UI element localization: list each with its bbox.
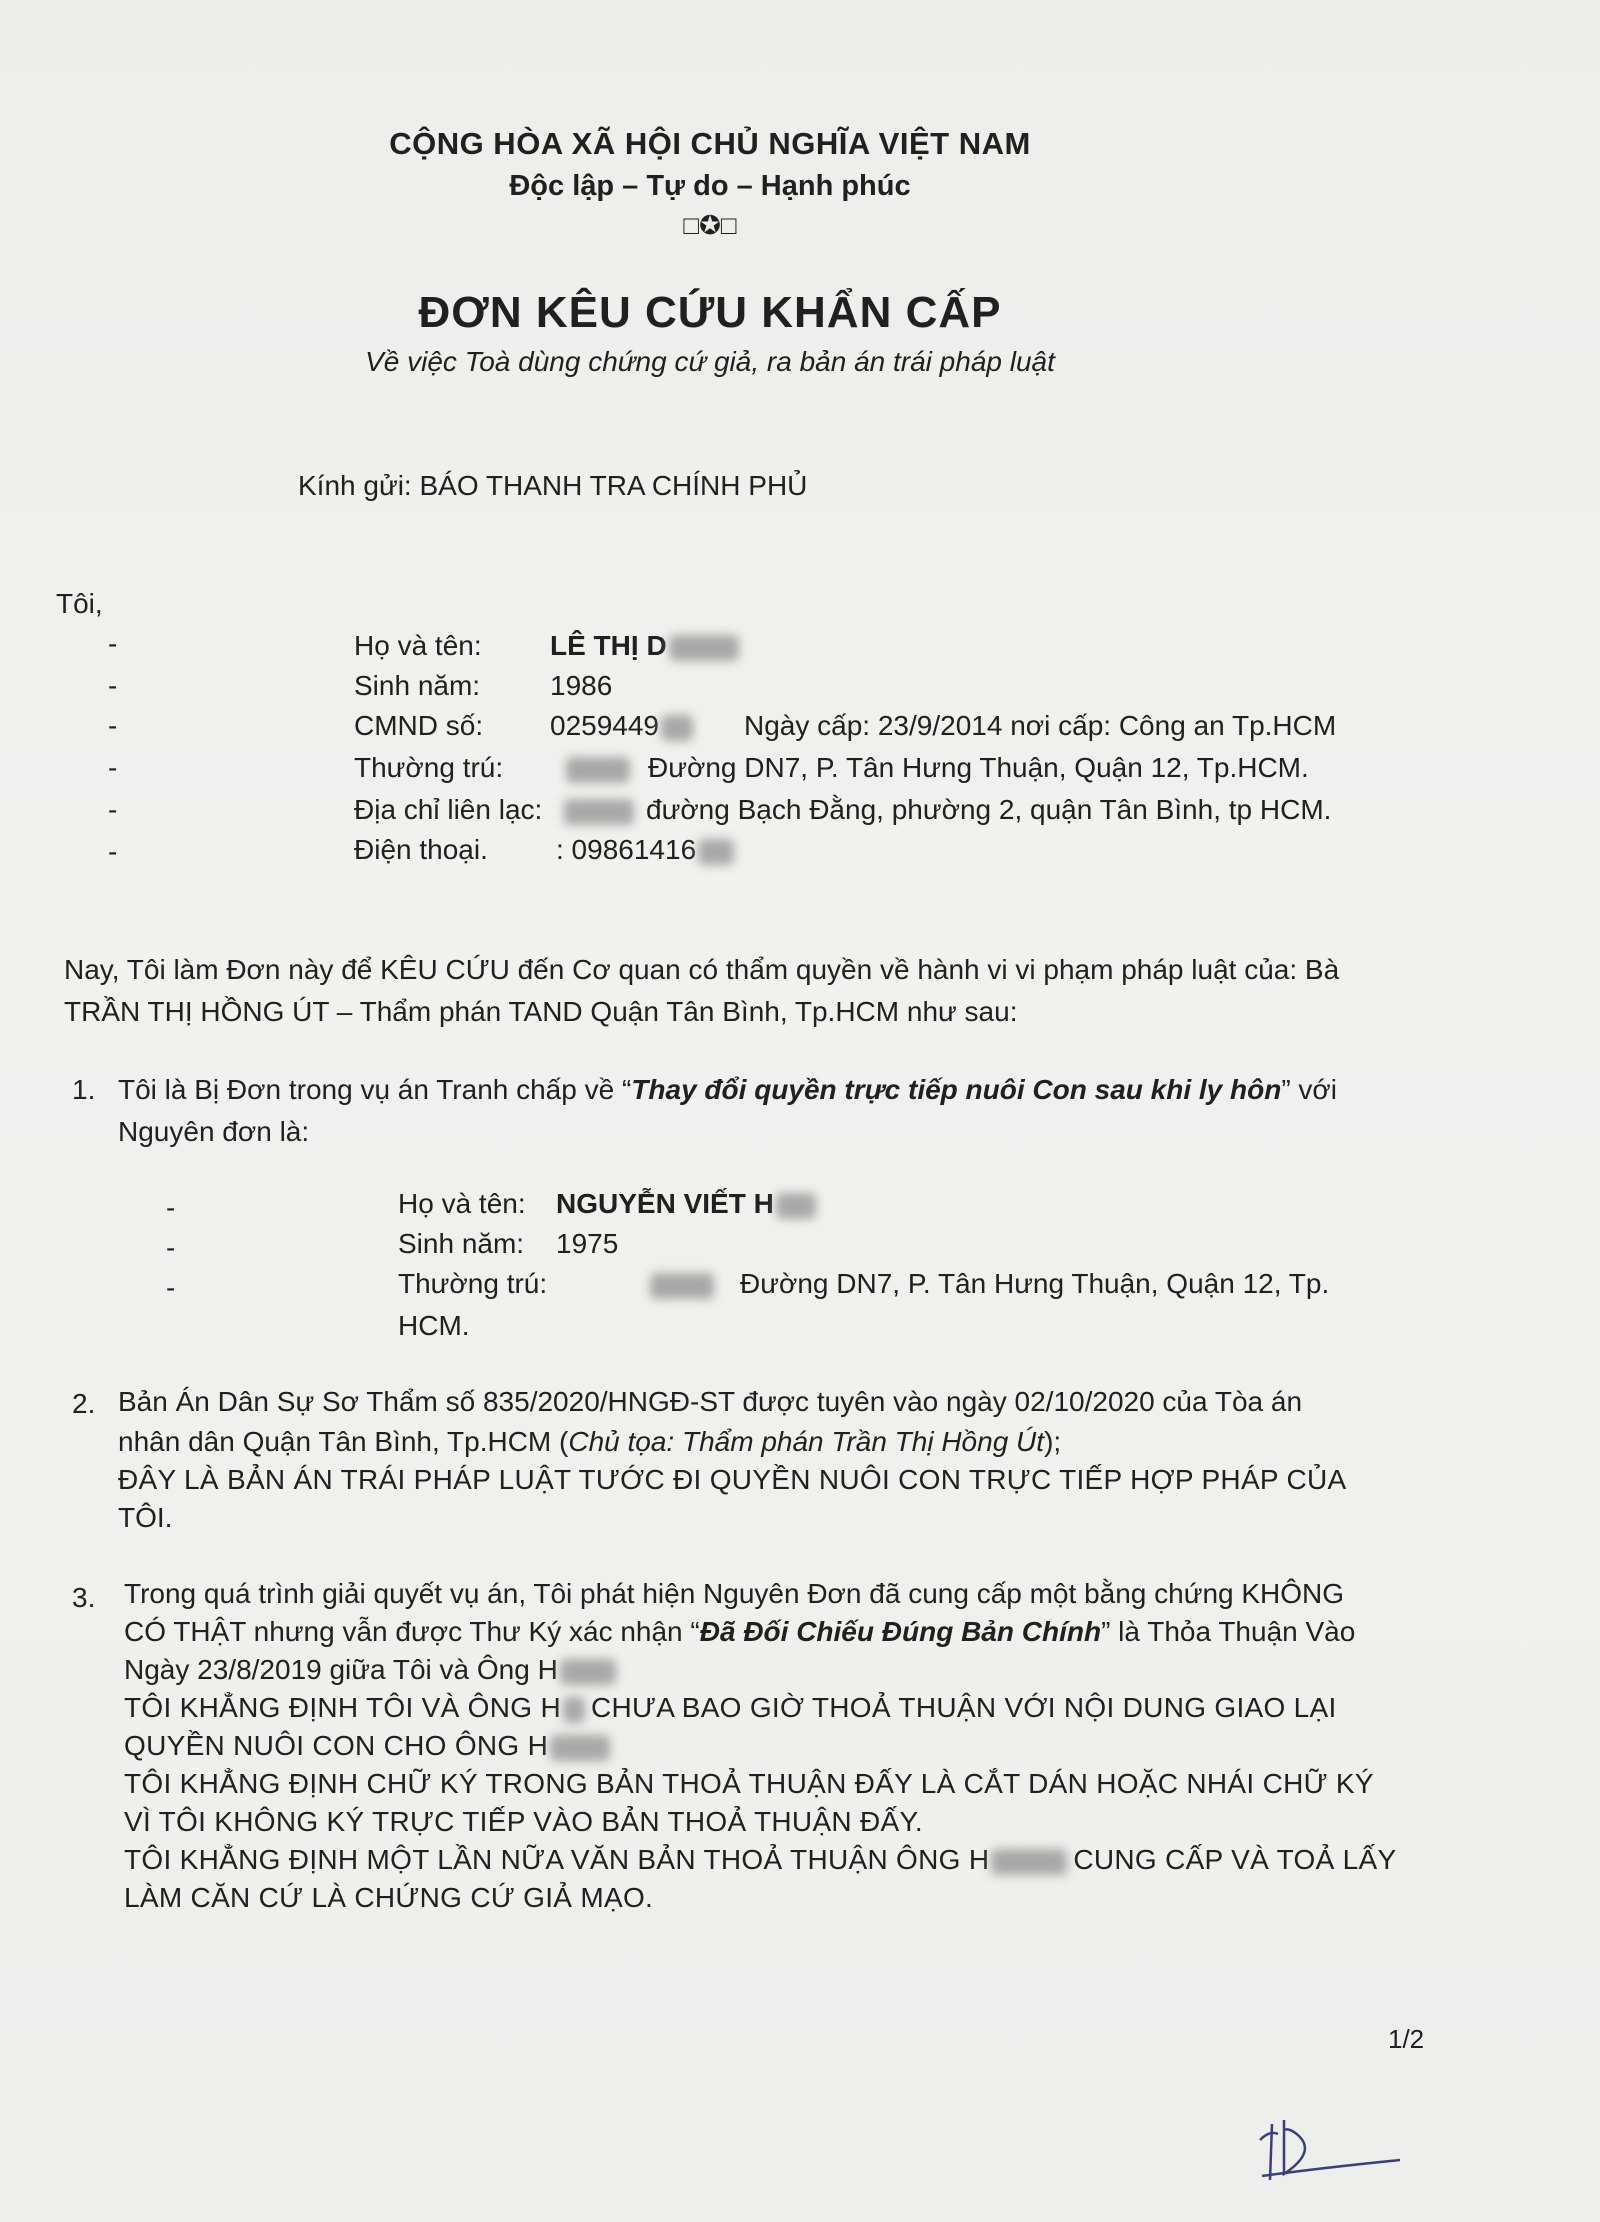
plaintiff-name-label: Họ và tên: [398,1188,526,1219]
dash: - [166,1232,176,1263]
dash: - [166,1272,176,1303]
dash: - [108,794,118,825]
dash: - [108,710,118,741]
item-2-number: 2. [72,1388,96,1419]
applicant-residence-label: Thường trú: [354,752,504,783]
item-2-line-2: nhân dân Quận Tân Bình, Tp.HCM (Chủ tọa: Thẩm phán Trần Thị Hồng Út); [118,1426,1062,1457]
dash: - [108,836,118,867]
applicant-contact-value: đường Bạch Đằng, phường 2, quận Tân Bình, tp HCM. [564,790,1331,830]
national-motto: Độc lập – Tự do – Hạnh phúc [509,170,911,202]
item-1-number: 1. [72,1074,96,1105]
applicant-name-value: LÊ THỊ D [550,626,739,666]
applicant-id-issue: Ngày cấp: 23/9/2014 nơi cấp: Công an Tp.HCM [744,710,1337,741]
applicant-id-label: CMND số: [354,710,484,741]
document-subtitle: Về việc Toà dùng chứng cứ giả, ra bản án trái pháp luật [365,346,1055,377]
ornament: □✪□ [683,210,737,240]
applicant-name-label: Họ và tên: [354,630,482,661]
national-title: CỘNG HÒA XÃ HỘI CHỦ NGHĨA VIỆT NAM [389,126,1031,161]
item-1-line-1: Tôi là Bị Đơn trong vụ án Tranh chấp về “Thay đổi quyền trực tiếp nuôi Con sau khi ly hôn” với [118,1074,1338,1105]
plaintiff-birth-label: Sinh năm: [398,1228,525,1259]
applicant-birth-value: 1986 [550,670,613,701]
applicant-phone-value: : 09861416 [556,830,734,870]
plaintiff-residence-value: Đường DN7, P. Tân Hưng Thuận, Quận 12, Tp. [650,1264,1329,1304]
applicant-residence-value: Đường DN7, P. Tân Hưng Thuận, Quận 12, Tp.HCM. [566,748,1309,788]
signature-image [1250,2110,1410,2195]
dash: - [166,1192,176,1223]
page-number: 1/2 [1388,2024,1425,2054]
plaintiff-birth-value: 1975 [556,1228,619,1259]
item-3-line-5: QUYỀN NUÔI CON CHO ÔNG H [124,1726,610,1766]
dash: - [108,628,118,659]
dash: - [108,670,118,701]
dash: - [108,752,118,783]
item-2-line-3: ĐÂY LÀ BẢN ÁN TRÁI PHÁP LUẬT TƯỚC ĐI QUYỀN NUÔI CON TRỰC TIẾP HỢP PHÁP CỦA [118,1464,1347,1495]
item-3-line-8: TÔI KHẲNG ĐỊNH MỘT LẦN NỮA VĂN BẢN THOẢ THUẬN ÔNG H CUNG CẤP VÀ TOẢ LẤY [124,1844,1397,1875]
item-2-line-4: TÔI. [118,1502,173,1533]
plaintiff-residence-label: Thường trú: [398,1268,548,1299]
plaintiff-name-value: NGUYỄN VIẾT H [556,1184,816,1224]
applicant-phone-label: Điện thoại. [354,834,488,865]
document-title: ĐƠN KÊU CỨU KHẨN CẤP [418,288,1002,337]
item-3-line-1: Trong quá trình giải quyết vụ án, Tôi phát hiện Nguyên Đơn đã cung cấp một bằng chứng KHÔNG [124,1578,1345,1609]
plaintiff-residence-cont: HCM. [398,1310,470,1341]
recipient: Kính gửi: BÁO THANH TRA CHÍNH PHỦ [298,470,808,501]
applicant-id-value: 0259449 [550,706,693,746]
item-3-number: 3. [72,1582,96,1613]
item-1-line-2: Nguyên đơn là: [118,1116,310,1147]
applicant-birth-label: Sinh năm: [354,670,481,701]
item-3-line-9: LÀM CĂN CỨ LÀ CHỨNG CỨ GIẢ MẠO. [124,1882,654,1913]
item-3-line-3: Ngày 23/8/2019 giữa Tôi và Ông H [124,1650,616,1690]
item-3-line-6: TÔI KHẲNG ĐỊNH CHỮ KÝ TRONG BẢN THOẢ THUẬN ĐẤY LÀ CẮT DÁN HOẶC NHÁI CHỮ KÝ [124,1768,1374,1799]
item-2-line-1: Bản Án Dân Sự Sơ Thẩm số 835/2020/HNGĐ-ST được tuyên vào ngày 02/10/2020 của Tòa án [118,1386,1303,1417]
item-3-line-7: VÌ TÔI KHÔNG KÝ TRỰC TIẾP VÀO BẢN THOẢ THUẬN ĐẤY. [124,1806,923,1837]
opening-line-2: TRẦN THỊ HỒNG ÚT – Thẩm phán TAND Quận Tân Bình, Tp.HCM như sau: [64,996,1018,1027]
item-3-line-2: CÓ THẬT nhưng vẫn được Thư Ký xác nhận “Đã Đối Chiếu Đúng Bản Chính” là Thỏa Thuận Vào [124,1616,1356,1647]
applicant-contact-label: Địa chỉ liên lạc: [354,794,543,825]
opening-line-1: Nay, Tôi làm Đơn này để KÊU CỨU đến Cơ quan có thẩm quyền về hành vi vi phạm pháp luật của: Bà [64,954,1340,985]
item-3-line-4: TÔI KHẲNG ĐỊNH TÔI VÀ ÔNG H CHƯA BAO GIỜ THOẢ THUẬN VỚI NỘI DUNG GIAO LẠI [124,1692,1337,1723]
intro: Tôi, [56,588,103,619]
